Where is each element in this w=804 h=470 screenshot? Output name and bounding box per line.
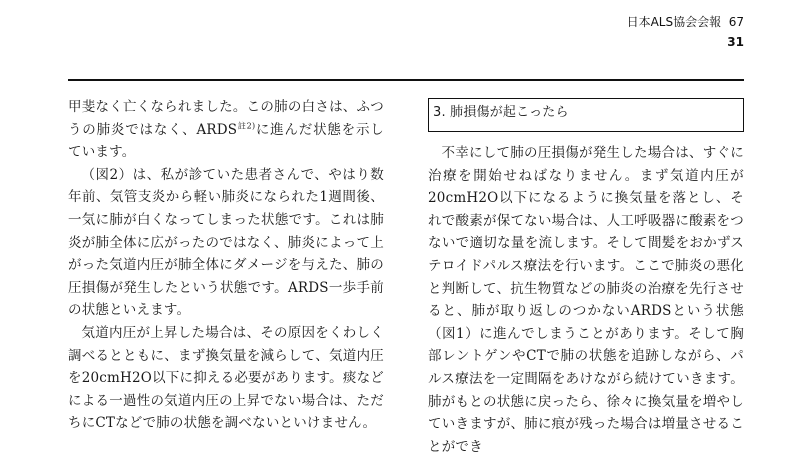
left-column [68,96,384,435]
section-heading-box [428,98,744,132]
left-paragraph-1-text: 甲斐なく亡くなられました。この肺の白さは、ふつうの肺炎ではなく、ARDS [68,99,384,138]
page-number: 31 [727,35,744,49]
right-column [428,96,744,458]
header-rule [68,79,744,81]
journal-title: 日本ALS協会会報 [626,15,722,29]
journal-line [627,12,744,32]
issue-number: 67 [728,15,744,29]
left-paragraph-1-text-cont: に進んだ状態を示しています。 [68,121,384,161]
right-paragraph-1: 不幸にして肺の圧損傷が発生した場合は、すぐに治療を開始せねばなりません。まず気道内圧が20cmH2O以下になるように換気量を落とし、それで酸素が保てない場合は、人工呼吸器に酸素をつないで適切な量を流します。そして間髪をおかずステロイドパルス療法を行います。ここで肺炎の悪化と判断して、抗生物質などの肺炎の治療を先行させると、肺が取り返しのつかないARDSという状態（図1）に進んでしまうことがあります。そして胸部レントゲンやCTで肺の状態を追跡しながら、パルス療法を一定間隔をあけながら続けていきます。肺がもとの状態に戻ったら、徐々に換気量を増やしていきますが、肺に痕が残った場合は増量させることができ [428,145,744,455]
left-paragraph-2: （図2）は、私が診ていた患者さんで、やはり数年前、気管支炎から軽い肺炎になられた1週間後、一気に肺が白くなってしまった状態です。これは肺炎が肺全体に広がったのではなく、肺炎によって上がった気道内圧が肺全体にダメージを与えた、肺の圧損傷が発生したという状態です。ARDS一歩手前の状態といえます。 [68,166,384,319]
left-paragraph-3: 気道内圧が上昇した場合は、その原因をくわしく調べるとともに、まず換気量を減らして、気道内圧を20cmH2O以下に抑える必要があります。痰などによる一過性の気道内圧の上昇でない場合は、ただちにCTなどで肺の状態を調べないといけません。 [68,324,384,432]
footnote-marker: 註2) [237,121,256,131]
left-paragraph-1 [68,96,384,164]
section-title: 3. 肺損傷が起こったら [433,105,569,120]
running-header [627,12,744,52]
